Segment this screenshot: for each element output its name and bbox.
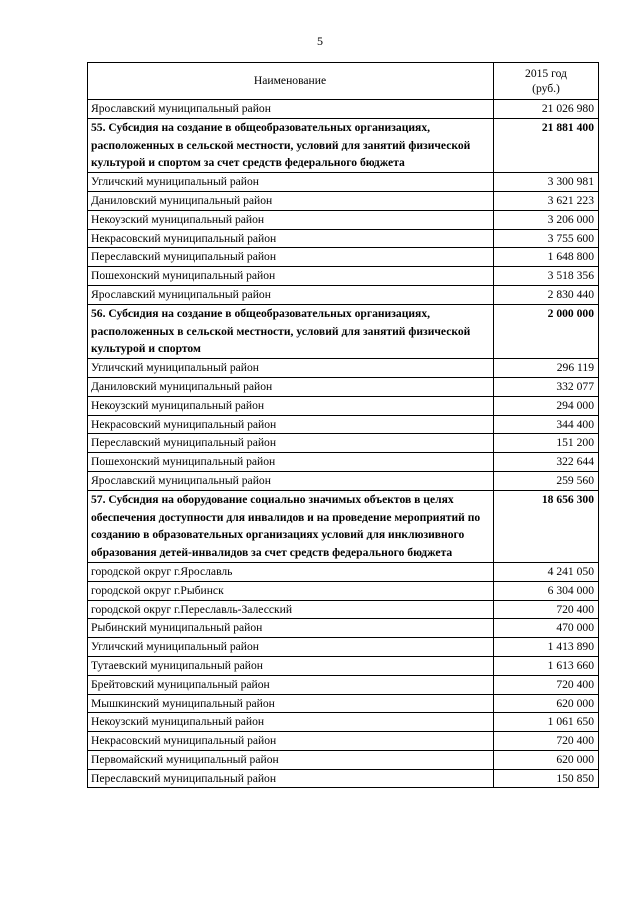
row-name: Некрасовский муниципальный район [88,415,494,434]
row-name: Мышкинский муниципальный район [88,694,494,713]
row-value: 720 400 [494,600,599,619]
table-row [88,396,599,415]
table-row [88,656,599,675]
row-value: 296 119 [494,359,599,378]
row-name: Брейтовский муниципальный район [88,675,494,694]
row-value: 720 400 [494,675,599,694]
row-value: 1 648 800 [494,248,599,267]
row-value: 2 830 440 [494,285,599,304]
row-value: 3 755 600 [494,229,599,248]
table-row [88,377,599,396]
section-row [88,118,599,172]
row-name: Некоузский муниципальный район [88,210,494,229]
row-name: Угличский муниципальный район [88,638,494,657]
table-row [88,675,599,694]
row-value: 294 000 [494,396,599,415]
table-row [88,471,599,490]
section-total: 2 000 000 [494,304,599,358]
table-row [88,210,599,229]
table-row [88,248,599,267]
section-row [88,304,599,358]
table-row [88,100,599,119]
section-title: 56. Субсидия на создание в общеобразовательных организациях, расположенных в сельской местности, условий для занятий физической культурой и спортом [88,304,494,358]
row-name: Некрасовский муниципальный район [88,229,494,248]
row-value: 1 413 890 [494,638,599,657]
table-row [88,769,599,788]
table-row [88,600,599,619]
section-title: 57. Субсидия на оборудование социально значимых объектов в целях обеспечения доступности для инвалидов и на проведение мероприятий по созданию в образовательных организациях условий для инклюзивного образования детей-инвалидов за счет средств федерального бюджета [88,490,494,562]
table-row [88,732,599,751]
row-name: Первомайский муниципальный район [88,750,494,769]
row-value: 1 613 660 [494,656,599,675]
table-row [88,267,599,286]
row-value: 151 200 [494,434,599,453]
row-value: 620 000 [494,750,599,769]
table-row [88,581,599,600]
table-row [88,434,599,453]
row-name: Пошехонский муниципальный район [88,453,494,472]
section-total: 18 656 300 [494,490,599,562]
section-row [88,490,599,562]
row-value: 332 077 [494,377,599,396]
table-row [88,415,599,434]
table-row [88,285,599,304]
row-name: Тутаевский муниципальный район [88,656,494,675]
row-name: Переславский муниципальный район [88,434,494,453]
row-name: Некоузский муниципальный район [88,713,494,732]
row-value: 4 241 050 [494,562,599,581]
header-year [494,63,599,100]
header-year-unit: (руб.) [532,82,560,95]
table-row [88,750,599,769]
row-name: Ярославский муниципальный район [88,100,494,119]
row-name: Ярославский муниципальный район [88,471,494,490]
row-value: 3 621 223 [494,191,599,210]
row-value: 150 850 [494,769,599,788]
row-name: Некоузский муниципальный район [88,396,494,415]
row-name: Некрасовский муниципальный район [88,732,494,751]
section-title: 55. Субсидия на создание в общеобразовательных организациях, расположенных в сельской местности, условий для занятий физической культурой и спортом за счет средств федерального бюджета [88,118,494,172]
table-row [88,713,599,732]
table-row [88,191,599,210]
table-row [88,694,599,713]
table-row [88,173,599,192]
row-name: Переславский муниципальный район [88,769,494,788]
row-value: 1 061 650 [494,713,599,732]
row-value: 6 304 000 [494,581,599,600]
table-header-row [88,63,599,100]
row-value: 620 000 [494,694,599,713]
row-value: 3 300 981 [494,173,599,192]
row-value: 259 560 [494,471,599,490]
page-number: 5 [317,34,323,48]
header-name: Наименование [88,63,494,100]
table-row [88,562,599,581]
row-name: городской округ г.Ярославль [88,562,494,581]
row-name: Даниловский муниципальный район [88,191,494,210]
table-row [88,229,599,248]
row-value: 322 644 [494,453,599,472]
header-year-line1: 2015 год [525,67,567,80]
table-row [88,453,599,472]
row-value: 3 518 356 [494,267,599,286]
row-name: городской округ г.Переславль-Залесский [88,600,494,619]
row-name: Угличский муниципальный район [88,359,494,378]
table-row [88,619,599,638]
row-value: 3 206 000 [494,210,599,229]
row-name: Угличский муниципальный район [88,173,494,192]
row-name: Переславский муниципальный район [88,248,494,267]
row-name: городской округ г.Рыбинск [88,581,494,600]
row-value: 344 400 [494,415,599,434]
row-name: Рыбинский муниципальный район [88,619,494,638]
table-row [88,638,599,657]
row-name: Ярославский муниципальный район [88,285,494,304]
row-value: 720 400 [494,732,599,751]
row-name: Пошехонский муниципальный район [88,267,494,286]
table-row [88,359,599,378]
section-total: 21 881 400 [494,118,599,172]
subsidy-table [87,62,599,788]
row-value: 470 000 [494,619,599,638]
row-name: Даниловский муниципальный район [88,377,494,396]
row-value: 21 026 980 [494,100,599,119]
